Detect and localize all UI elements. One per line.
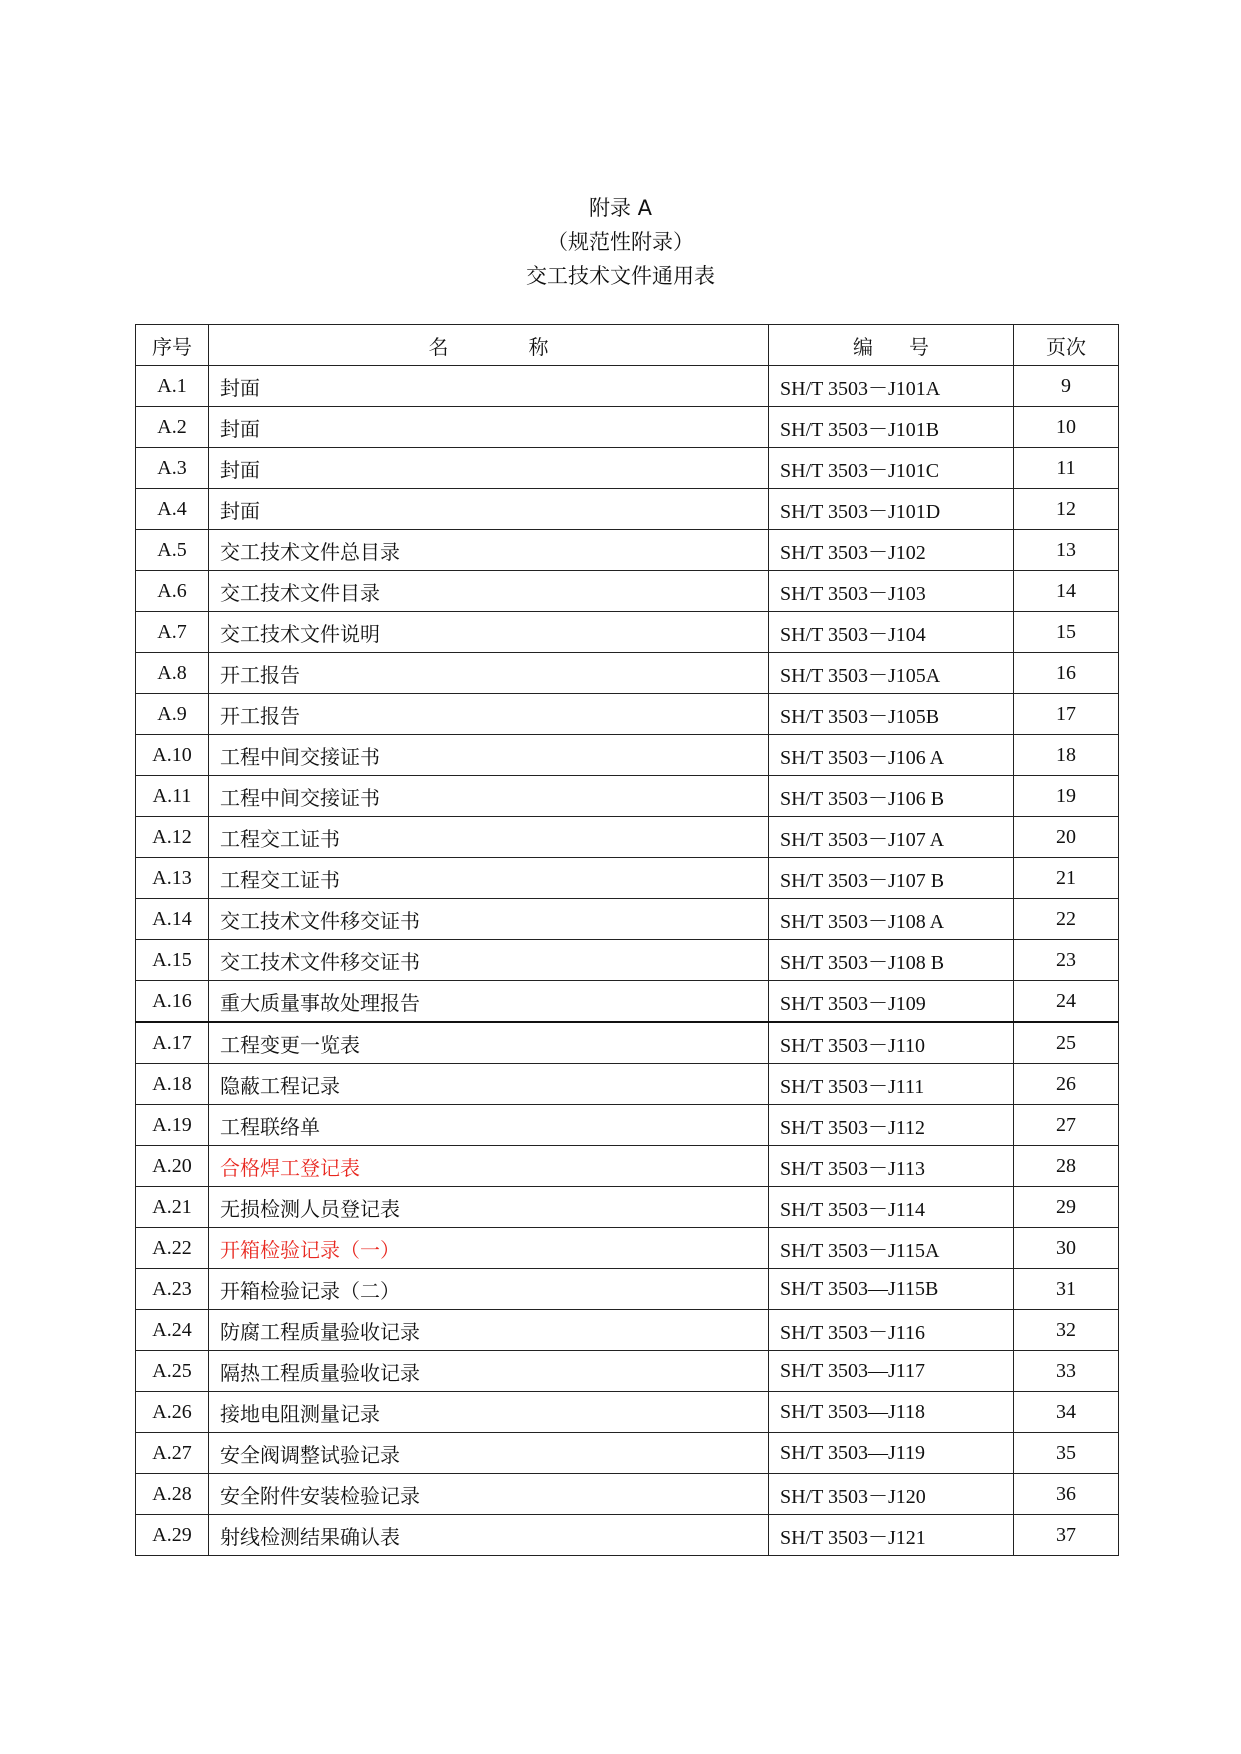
- appendix-label: 附录 A: [588, 196, 653, 220]
- row-form-name: 射线检测结果确认表: [209, 1515, 769, 1556]
- row-form-code: SH/T 3503－J101A: [769, 366, 1014, 407]
- row-form-name: 开箱检验记录（一）: [209, 1228, 769, 1269]
- row-form-name: 开工报告: [209, 653, 769, 694]
- row-form-name: 交工技术文件移交证书: [209, 940, 769, 981]
- row-form-code: SH/T 3503—J119: [769, 1433, 1014, 1474]
- row-page-no: 31: [1014, 1269, 1119, 1310]
- table-row: [136, 1433, 1119, 1474]
- header-code: 编号: [853, 334, 965, 359]
- row-page-no: 20: [1014, 817, 1119, 858]
- row-serial-no: A.21: [136, 1187, 209, 1228]
- row-page-no: 22: [1014, 899, 1119, 940]
- row-page-no: 34: [1014, 1392, 1119, 1433]
- row-serial-no: A.24: [136, 1310, 209, 1351]
- row-form-name: 封面: [209, 407, 769, 448]
- row-page-no: 25: [1014, 1022, 1119, 1064]
- row-form-code: SH/T 3503－J113: [769, 1146, 1014, 1187]
- row-serial-no: A.13: [136, 858, 209, 899]
- table-row: [136, 530, 1119, 571]
- row-form-code: SH/T 3503－J102: [769, 530, 1014, 571]
- table-row: [136, 1228, 1119, 1269]
- row-form-name: 交工技术文件目录: [209, 571, 769, 612]
- row-form-name: 隐蔽工程记录: [209, 1064, 769, 1105]
- row-form-code: SH/T 3503－J105A: [769, 653, 1014, 694]
- row-form-name: 隔热工程质量验收记录: [209, 1351, 769, 1392]
- row-page-no: 18: [1014, 735, 1119, 776]
- row-serial-no: A.18: [136, 1064, 209, 1105]
- header-name: 名称: [428, 334, 629, 359]
- row-form-code: SH/T 3503－J108 A: [769, 899, 1014, 940]
- row-serial-no: A.28: [136, 1474, 209, 1515]
- row-page-no: 26: [1014, 1064, 1119, 1105]
- table-row: [136, 735, 1119, 776]
- row-serial-no: A.20: [136, 1146, 209, 1187]
- row-serial-no: A.3: [136, 448, 209, 489]
- row-serial-no: A.17: [136, 1022, 209, 1064]
- row-form-code: SH/T 3503－J114: [769, 1187, 1014, 1228]
- row-serial-no: A.25: [136, 1351, 209, 1392]
- row-form-name: 工程中间交接证书: [209, 776, 769, 817]
- row-form-code: SH/T 3503－J106 A: [769, 735, 1014, 776]
- table-row: [136, 1105, 1119, 1146]
- row-form-code: SH/T 3503－J109: [769, 981, 1014, 1023]
- row-serial-no: A.9: [136, 694, 209, 735]
- row-page-no: 21: [1014, 858, 1119, 899]
- row-form-name: 交工技术文件说明: [209, 612, 769, 653]
- table-title: 交工技术文件通用表: [526, 264, 715, 288]
- row-form-code: SH/T 3503—J118: [769, 1392, 1014, 1433]
- row-form-code: SH/T 3503－J103: [769, 571, 1014, 612]
- table-header: [136, 325, 1119, 366]
- row-serial-no: A.8: [136, 653, 209, 694]
- header-page: 页次: [1014, 325, 1119, 366]
- table-row: [136, 1310, 1119, 1351]
- row-form-name: 工程中间交接证书: [209, 735, 769, 776]
- row-serial-no: A.10: [136, 735, 209, 776]
- row-form-code: SH/T 3503－J111: [769, 1064, 1014, 1105]
- table-row: [136, 1392, 1119, 1433]
- row-form-code: SH/T 3503－J121: [769, 1515, 1014, 1556]
- row-form-name: 安全阀调整试验记录: [209, 1433, 769, 1474]
- table-row: [136, 899, 1119, 940]
- table-row: [136, 940, 1119, 981]
- row-page-no: 24: [1014, 981, 1119, 1023]
- table-row: [136, 981, 1119, 1023]
- row-form-name: 封面: [209, 489, 769, 530]
- row-form-code: SH/T 3503－J107 A: [769, 817, 1014, 858]
- table-row: [136, 1269, 1119, 1310]
- row-serial-no: A.4: [136, 489, 209, 530]
- table-row: [136, 448, 1119, 489]
- row-serial-no: A.16: [136, 981, 209, 1023]
- row-form-name: 开工报告: [209, 694, 769, 735]
- row-form-code: SH/T 3503－J101B: [769, 407, 1014, 448]
- row-form-code: SH/T 3503－J101C: [769, 448, 1014, 489]
- table-row: [136, 817, 1119, 858]
- row-form-name: 工程交工证书: [209, 817, 769, 858]
- row-serial-no: A.7: [136, 612, 209, 653]
- row-serial-no: A.12: [136, 817, 209, 858]
- row-serial-no: A.29: [136, 1515, 209, 1556]
- row-form-name: 重大质量事故处理报告: [209, 981, 769, 1023]
- row-page-no: 12: [1014, 489, 1119, 530]
- row-form-name: 工程交工证书: [209, 858, 769, 899]
- table-row: [136, 1187, 1119, 1228]
- row-form-name: 封面: [209, 366, 769, 407]
- row-serial-no: A.6: [136, 571, 209, 612]
- row-page-no: 30: [1014, 1228, 1119, 1269]
- row-page-no: 10: [1014, 407, 1119, 448]
- row-form-name: 接地电阻测量记录: [209, 1392, 769, 1433]
- table-row: [136, 1064, 1119, 1105]
- row-page-no: 19: [1014, 776, 1119, 817]
- row-form-code: SH/T 3503—J117: [769, 1351, 1014, 1392]
- row-page-no: 35: [1014, 1433, 1119, 1474]
- row-serial-no: A.5: [136, 530, 209, 571]
- row-form-name: 交工技术文件总目录: [209, 530, 769, 571]
- row-form-code: SH/T 3503—J115B: [769, 1269, 1014, 1310]
- table-row: [136, 1022, 1119, 1064]
- table-row: [136, 612, 1119, 653]
- row-form-code: SH/T 3503－J115A: [769, 1228, 1014, 1269]
- row-page-no: 9: [1014, 366, 1119, 407]
- row-page-no: 32: [1014, 1310, 1119, 1351]
- table-row: [136, 653, 1119, 694]
- row-form-name: 封面: [209, 448, 769, 489]
- table-row: [136, 1515, 1119, 1556]
- row-page-no: 23: [1014, 940, 1119, 981]
- row-serial-no: A.15: [136, 940, 209, 981]
- row-page-no: 33: [1014, 1351, 1119, 1392]
- table-body: [136, 366, 1119, 1556]
- row-form-code: SH/T 3503－J105B: [769, 694, 1014, 735]
- table-row: [136, 1146, 1119, 1187]
- header-serial-no: 序号: [136, 325, 209, 366]
- forms-index-table: [135, 324, 1119, 1556]
- row-form-code: SH/T 3503－J110: [769, 1022, 1014, 1064]
- row-page-no: 16: [1014, 653, 1119, 694]
- row-serial-no: A.26: [136, 1392, 209, 1433]
- row-page-no: 27: [1014, 1105, 1119, 1146]
- row-page-no: 14: [1014, 571, 1119, 612]
- row-form-name: 无损检测人员登记表: [209, 1187, 769, 1228]
- row-form-name: 防腐工程质量验收记录: [209, 1310, 769, 1351]
- row-page-no: 15: [1014, 612, 1119, 653]
- row-form-code: SH/T 3503－J108 B: [769, 940, 1014, 981]
- row-page-no: 37: [1014, 1515, 1119, 1556]
- table-row: [136, 489, 1119, 530]
- row-serial-no: A.14: [136, 899, 209, 940]
- row-serial-no: A.2: [136, 407, 209, 448]
- table-row: [136, 776, 1119, 817]
- row-form-name: 交工技术文件移交证书: [209, 899, 769, 940]
- row-serial-no: A.1: [136, 366, 209, 407]
- row-form-name: 安全附件安装检验记录: [209, 1474, 769, 1515]
- row-form-code: SH/T 3503－J104: [769, 612, 1014, 653]
- row-page-no: 36: [1014, 1474, 1119, 1515]
- table-row: [136, 694, 1119, 735]
- header-row: [136, 325, 1119, 366]
- row-page-no: 17: [1014, 694, 1119, 735]
- row-serial-no: A.27: [136, 1433, 209, 1474]
- row-page-no: 29: [1014, 1187, 1119, 1228]
- table-row: [136, 858, 1119, 899]
- row-serial-no: A.11: [136, 776, 209, 817]
- row-page-no: 28: [1014, 1146, 1119, 1187]
- row-form-name: 工程联络单: [209, 1105, 769, 1146]
- row-serial-no: A.19: [136, 1105, 209, 1146]
- row-form-name: 合格焊工登记表: [209, 1146, 769, 1187]
- row-form-name: 开箱检验记录（二）: [209, 1269, 769, 1310]
- row-form-code: SH/T 3503－J107 B: [769, 858, 1014, 899]
- row-page-no: 13: [1014, 530, 1119, 571]
- table-row: [136, 407, 1119, 448]
- row-form-code: SH/T 3503－J120: [769, 1474, 1014, 1515]
- row-form-code: SH/T 3503－J101D: [769, 489, 1014, 530]
- row-form-code: SH/T 3503－J112: [769, 1105, 1014, 1146]
- row-serial-no: A.22: [136, 1228, 209, 1269]
- row-form-code: SH/T 3503－J106 B: [769, 776, 1014, 817]
- row-page-no: 11: [1014, 448, 1119, 489]
- table-row: [136, 366, 1119, 407]
- appendix-type: （规范性附录）: [547, 230, 694, 254]
- table-row: [136, 571, 1119, 612]
- table-row: [136, 1474, 1119, 1515]
- row-form-code: SH/T 3503－J116: [769, 1310, 1014, 1351]
- row-serial-no: A.23: [136, 1269, 209, 1310]
- row-form-name: 工程变更一览表: [209, 1022, 769, 1064]
- table-row: [136, 1351, 1119, 1392]
